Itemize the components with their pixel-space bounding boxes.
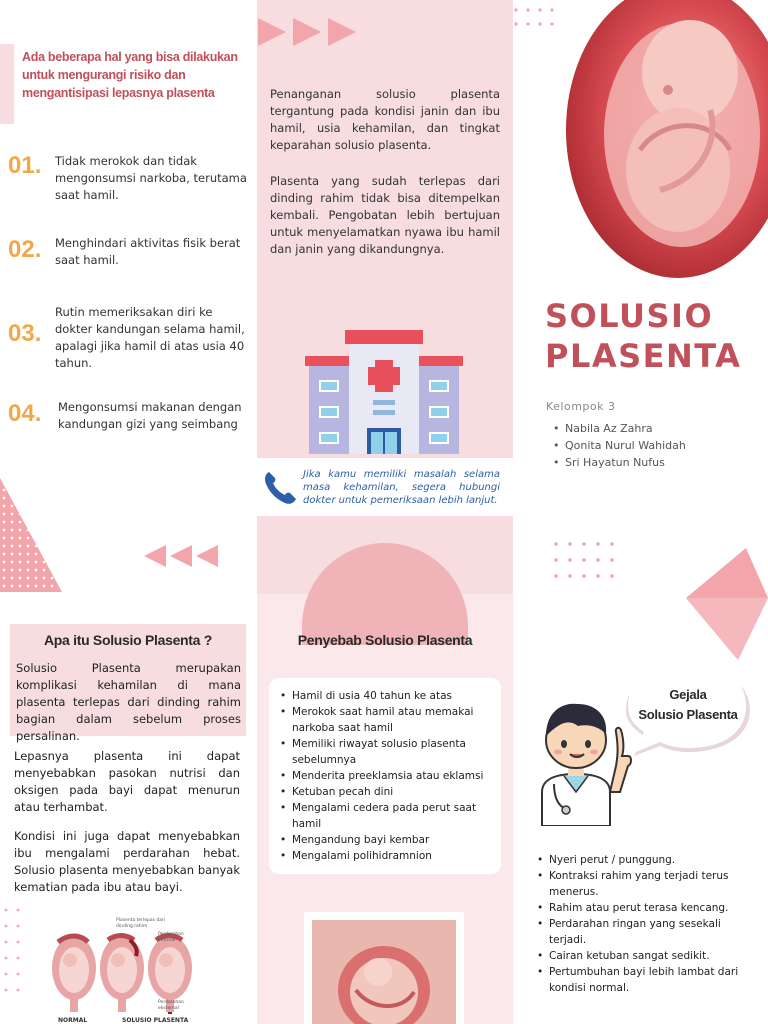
symptoms-list: [537, 852, 761, 996]
cover-title-line2: PLASENTA: [545, 337, 742, 375]
symptoms-bubble-line1: Gejala: [669, 687, 707, 702]
cause-item-3: • Memiliki riwayat solusio plasenta sebelumnya: [280, 736, 492, 768]
symptom-item-6: • Pertumbuhan bayi lebih lambat dari kondisi normal.: [537, 964, 761, 996]
definition-heading: Apa itu Solusio Plasenta ?: [43, 632, 212, 648]
fetus-image: [560, 0, 768, 278]
causes-list: [280, 688, 492, 864]
symptom-item-3: • Rahim atau perut terasa kencang.: [537, 900, 761, 916]
cover-title: [545, 296, 741, 376]
tip-number-3: 03.: [8, 320, 42, 347]
cause-item-6: • Mengalami cedera pada perut saat hamil: [280, 800, 492, 832]
tips-heading-accent: [0, 44, 14, 124]
symptoms-bubble-title: [628, 685, 748, 725]
symptom-item-1: • Nyeri perut / punggung.: [537, 852, 761, 868]
cause-item-5: • Ketuban pecah dini: [280, 784, 492, 800]
contact-text: Jika kamu memiliki masalah selama masa kehamilan, segera hubungi dokter untuk pemeriksaan lebih lanjut.: [303, 469, 500, 506]
tips-heading: Ada beberapa hal yang bisa dilakukan untuk mengurangi risiko dan mengantisipasi lepasnya plasenta: [22, 50, 238, 100]
tip-number-2: 02.: [8, 236, 42, 263]
treatment-paragraph-2: Plasenta yang sudah terlepas dari dinding rahim tidak bisa ditempelkan kembali. Pengobatan lebih bertujuan untuk menyelamatkan nyawa ibu hamil dan janin yang dikandungnya.: [270, 174, 500, 256]
tip-text-3: Rutin memeriksakan diri ke dokter kandungan selama hamil, apalagi jika hamil di atas usia 40 tahun.: [55, 305, 245, 370]
phone-icon: [263, 470, 297, 506]
doctor-icon: [524, 696, 634, 826]
diagram-label-solusio: SOLUSIO PLASENTA: [122, 1017, 189, 1024]
fetus-photo: [312, 920, 456, 1024]
hospital-icon: [305, 328, 463, 454]
definition-paragraph-2: Lepasnya plasenta ini dapat menyebabkan pasokan nutrisi dan oksigen pada bayi dapat menurun atau terhambat.: [14, 749, 240, 814]
diagram-label-normal: NORMAL: [58, 1017, 88, 1024]
member-2: • Qonita Nurul Wahidah: [553, 437, 686, 454]
cause-item-8: • Mengalami polihidramnion: [280, 848, 492, 864]
diagram-note-3: Perdarahan eksternal: [158, 1000, 184, 1011]
triangle-decoration-left: [0, 478, 64, 594]
member-1: • Nabila Az Zahra: [553, 420, 686, 437]
member-list: [553, 420, 686, 471]
treatment-paragraph-1: Penanganan solusio plasenta tergantung pada kondisi janin dan ibu hamil, usia kehamilan, dan tingkat keparahan solusio plasenta.: [270, 87, 500, 152]
dots-decoration-left-bottom: [2, 906, 28, 1016]
causes-heading: Penyebab Solusio Plasenta: [297, 632, 473, 648]
cover-title-line1: SOLUSIO: [545, 297, 714, 335]
triangle-decoration-right: [686, 548, 768, 660]
symptom-item-5: • Cairan ketuban sangat sedikit.: [537, 948, 761, 964]
symptoms-bubble-line2: Solusio Plasenta: [638, 707, 738, 722]
group-label: Kelompok 3: [546, 400, 616, 413]
symptom-item-2: • Kontraksi rahim yang terjadi terus menerus.: [537, 868, 761, 900]
dots-decoration-right: [552, 540, 616, 580]
cause-item-1: • Hamil di usia 40 tahun ke atas: [280, 688, 492, 704]
arrow-decoration-left: [144, 543, 220, 569]
diagram-note-1: Plasenta terlepas dari dinding rahim: [116, 918, 166, 929]
definition-paragraph-3: Kondisi ini juga dapat menyebabkan ibu mengalami perdarahan hebat. Solusio plasenta menyebabkan banyak kematian pada ibu atau bayi.: [14, 829, 240, 894]
tip-text-1: Tidak merokok dan tidak mengonsumsi narkoba, terutama saat hamil.: [55, 154, 247, 202]
cause-item-2: • Merokok saat hamil atau memakai narkoba saat hamil: [280, 704, 492, 736]
tip-number-1: 01.: [8, 152, 42, 179]
tip-text-2: Menghindari aktivitas fisik berat saat hamil.: [55, 236, 241, 267]
tip-text-4: Mengonsumsi makanan dengan kandungan gizi yang seimbang: [58, 400, 242, 431]
cause-item-4: • Menderita preeklamsia atau eklamsi: [280, 768, 492, 784]
definition-intro: Solusio Plasenta merupakan komplikasi kehamilan di mana plasenta terlepas dari dinding rahim bagian dalam sebelum proses persalinan.: [16, 661, 241, 743]
tip-number-4: 04.: [8, 400, 42, 427]
member-3: • Sri Hayatun Nufus: [553, 454, 686, 471]
symptom-item-4: • Perdarahan ringan yang sesekali terjadi.: [537, 916, 761, 948]
diagram-note-2: Perdarahan internal: [158, 932, 184, 943]
arrow-decoration-top: [258, 14, 358, 50]
cause-item-7: • Mengandung bayi kembar: [280, 832, 492, 848]
